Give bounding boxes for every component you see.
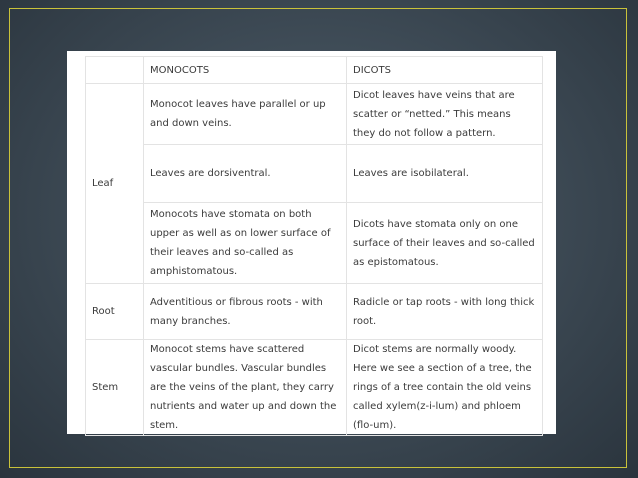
monocots-cell: Leaves are dorsiventral.	[144, 145, 347, 203]
monocots-cell: Monocot leaves have parallel or up and down veins.	[144, 84, 347, 145]
header-dicots: DICOTS	[347, 57, 543, 84]
table-row	[86, 203, 543, 284]
monocots-cell: Monocots have stomata on both upper as well as on lower surface of their leaves and so-called as amphistomatous.	[144, 203, 347, 284]
comparison-sheet	[67, 51, 556, 434]
dicots-cell: Dicot stems are normally woody. Here we see a section of a tree, the rings of a tree contain the old veins called xylem(z-i-lum) and phloem (flo-um).	[347, 340, 543, 436]
row-label-root: Root	[86, 284, 144, 340]
monocots-cell: Adventitious or fibrous roots - with many branches.	[144, 284, 347, 340]
dicots-cell: Dicot leaves have veins that are scatter or “netted.” This means they do not follow a pattern.	[347, 84, 543, 145]
table-row	[86, 145, 543, 203]
dicots-cell: Radicle or tap roots - with long thick root.	[347, 284, 543, 340]
monocots-cell: Monocot stems have scattered vascular bundles. Vascular bundles are the veins of the plant, they carry nutrients and water up and down the stem.	[144, 340, 347, 436]
row-label-leaf: Leaf	[86, 84, 144, 284]
comparison-table	[85, 56, 543, 436]
header-monocots: MONOCOTS	[144, 57, 347, 84]
row-label-stem: Stem	[86, 340, 144, 436]
table-row	[86, 340, 543, 436]
header-row	[86, 57, 543, 84]
dicots-cell: Dicots have stomata only on one surface of their leaves and so-called as epistomatous.	[347, 203, 543, 284]
table-row	[86, 284, 543, 340]
dicots-cell: Leaves are isobilateral.	[347, 145, 543, 203]
table-row	[86, 84, 543, 145]
header-empty-cell	[86, 57, 144, 84]
